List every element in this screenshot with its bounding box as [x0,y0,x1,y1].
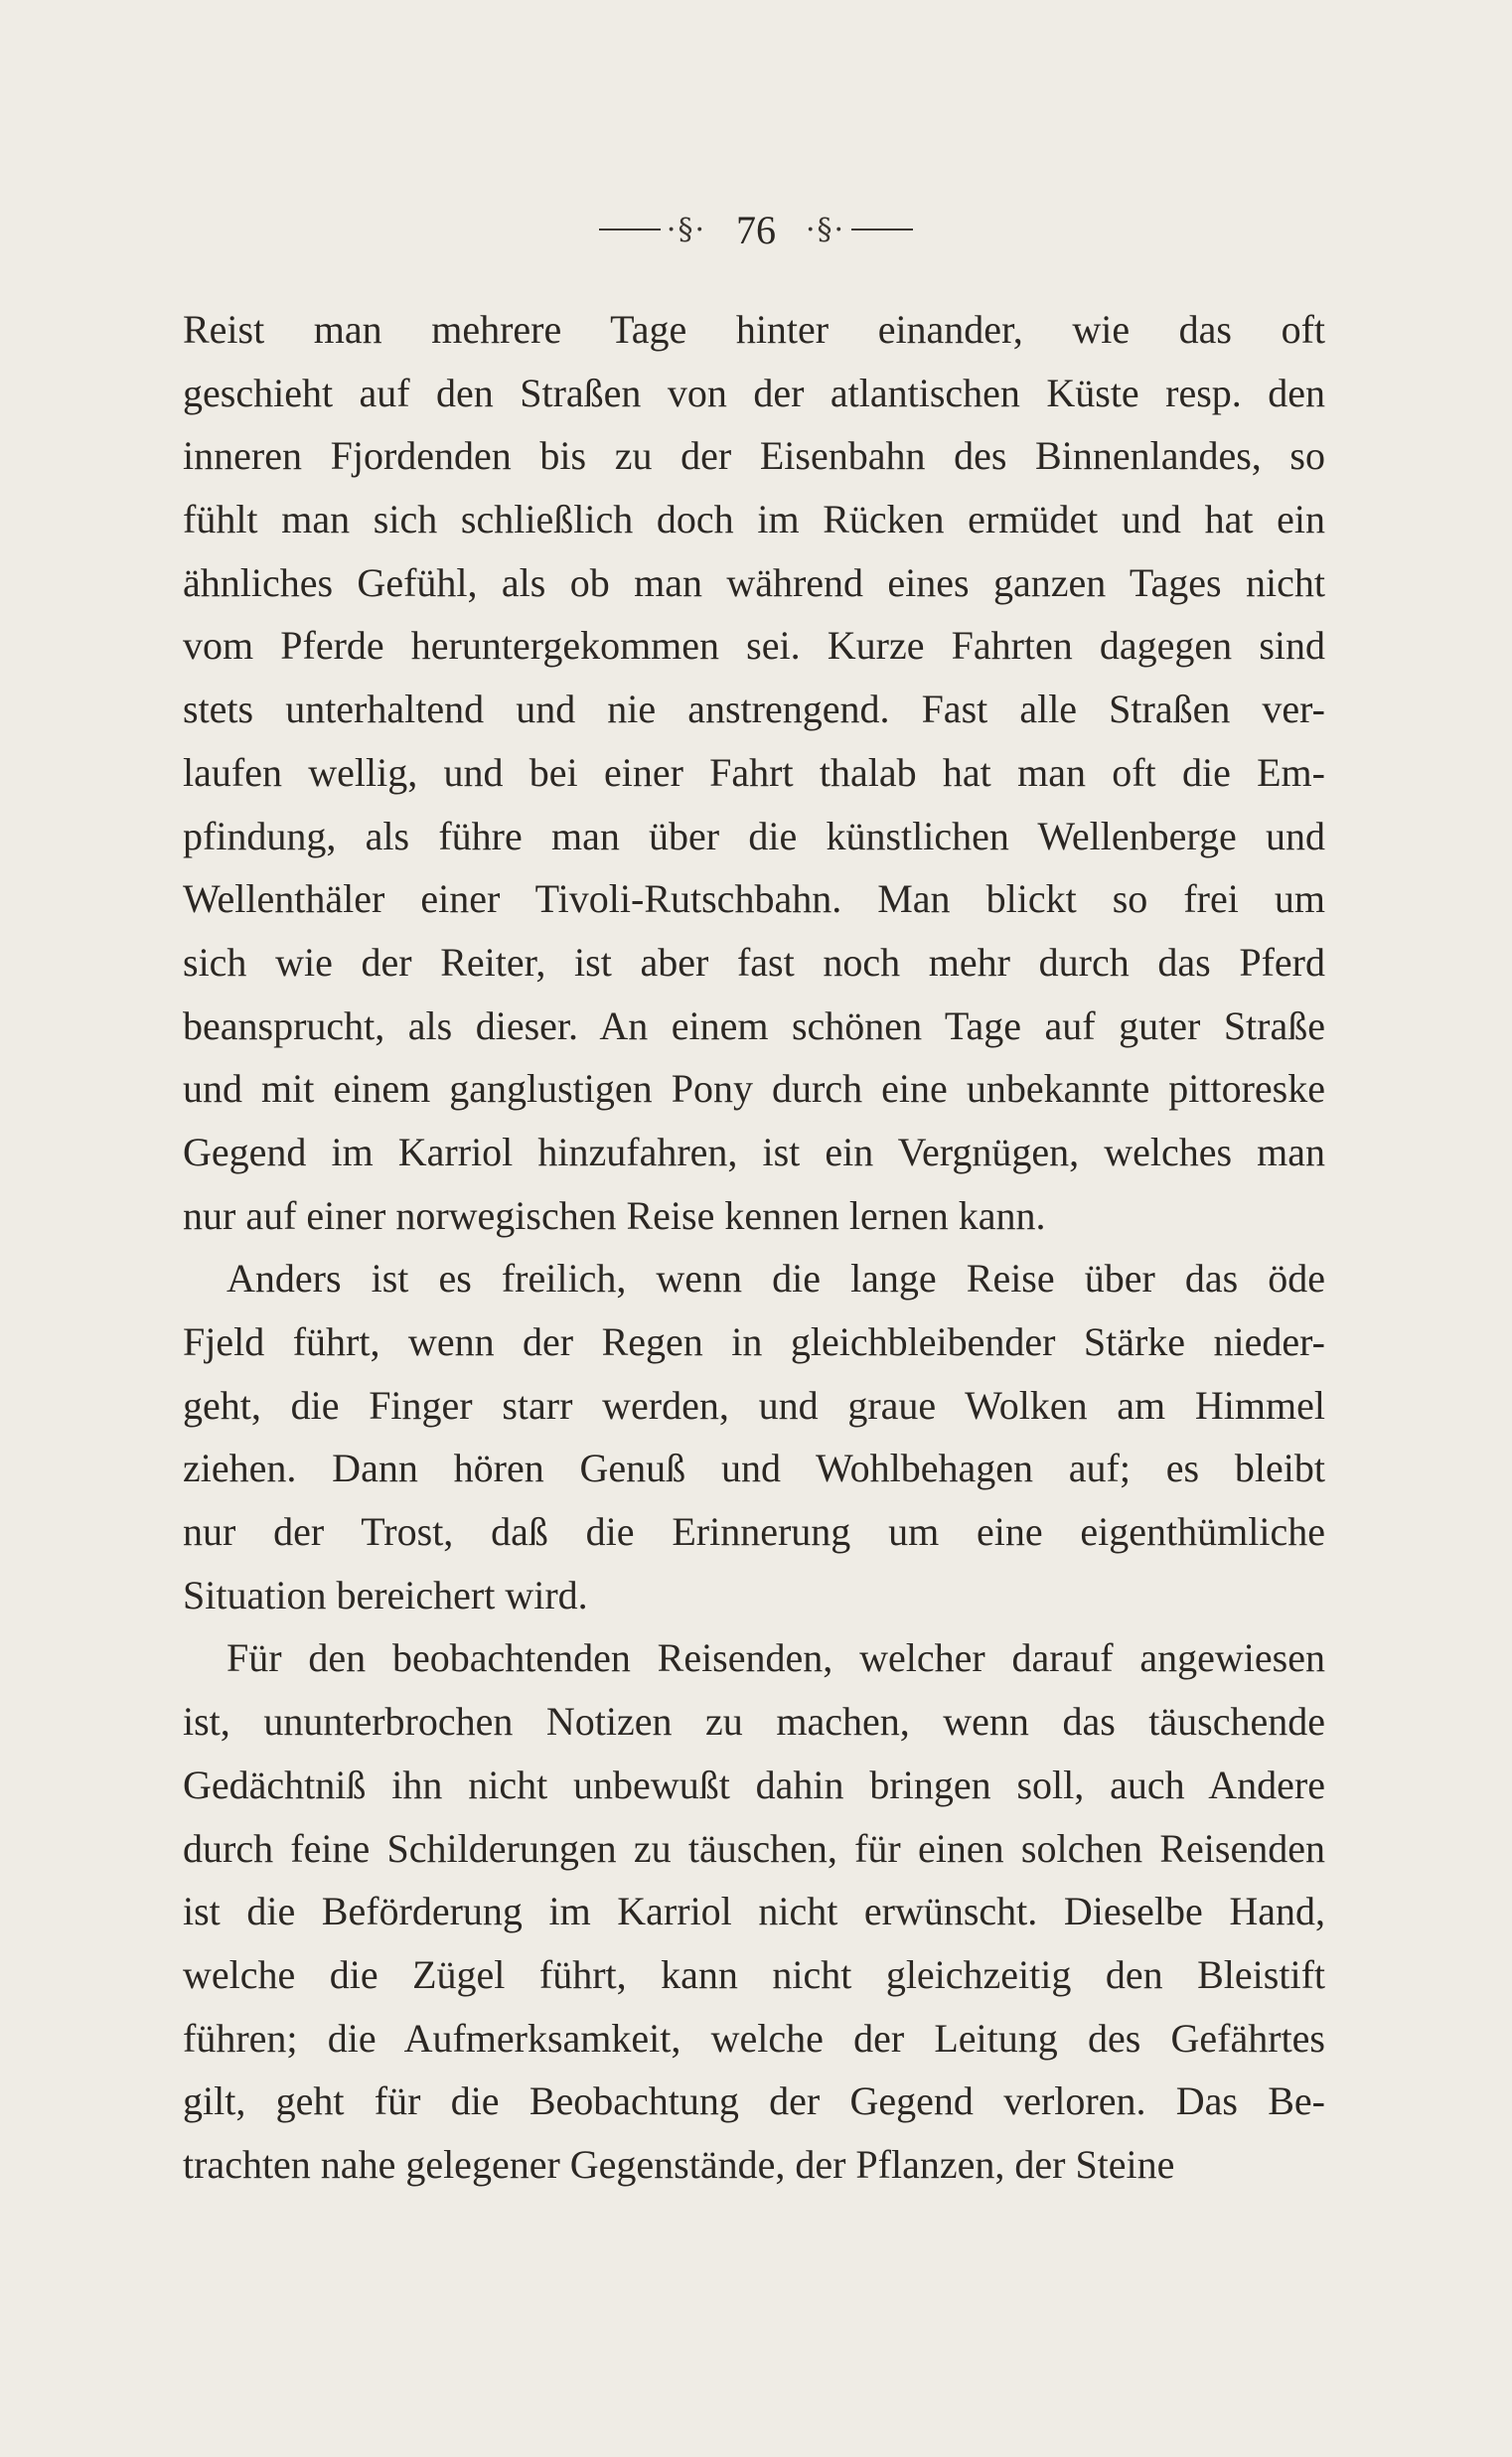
text-line: stets unterhaltend und nie anstrengend. Fast alle Straßen ver- [183,687,1325,732]
text-line: welche die Zügel führt, kann nicht gleichzeitig den Bleistift [183,1951,1325,1997]
text-line: trachten nahe gelegener Gegenstände, der Pflanzen, der Steine [183,2141,1175,2187]
text-line: gilt, geht für die Beobachtung der Gegend verloren. Das Be- [183,2078,1325,2124]
paragraph [183,1626,1325,2196]
text-line: Fjeld führt, wenn der Regen in gleichbleibender Stärke nieder- [183,1319,1325,1364]
text-line: nur auf einer norwegischen Reise kennen lernen kann. [183,1192,1046,1238]
text-line: ziehen. Dann hören Genuß und Wohlbehagen auf; es bleibt [183,1446,1325,1491]
text-line: ähnliches Gefühl, als ob man während eines ganzen Tages nicht [183,559,1325,605]
text-line: Gedächtniß ihn nicht unbewußt dahin bringen soll, auch Andere [183,1762,1325,1807]
text-line: Wellenthäler einer Tivoli-Rutschbahn. Man blickt so frei um [183,876,1325,922]
text-line: vom Pferde heruntergekommen sei. Kurze Fahrten dagegen sind [183,623,1325,669]
text-line: ist, ununterbrochen Notizen zu machen, wenn das täuschende [183,1699,1325,1745]
page-header [0,195,1512,264]
text-line: ist die Beförderung im Karriol nicht erwünscht. Dieselbe Hand, [183,1889,1325,1934]
text-line: Gegend im Karriol hinzufahren, ist ein Vergnügen, welches man [183,1129,1325,1174]
ornament-glyph: ·§· [806,212,846,247]
header-ornament-left [593,213,706,247]
body-text [183,298,1325,2197]
text-line: Situation bereichert wird. [183,1572,588,1617]
text-line: und mit einem ganglustigen Pony durch eine unbekannte pittoreske [183,1066,1325,1112]
text-line: pfindung, als führe man über die künstlichen Wellenberge und [183,813,1325,858]
paragraph [183,1247,1325,1626]
text-line: sich wie der Reiter, ist aber fast noch mehr durch das Pferd [183,939,1325,985]
ornament-rule-icon [599,229,661,230]
ornament-glyph: ·§· [666,212,706,247]
text-line: geht, die Finger starr werden, und graue Wolken am Himmel [183,1382,1325,1428]
text-line: beansprucht, als dieser. An einem schönen Tage auf guter Straße [183,1002,1325,1048]
text-line: inneren Fjordenden bis zu der Eisenbahn des Binnenlandes, so [183,433,1325,479]
header-ornament-right [806,213,919,247]
ornament-rule-icon [851,229,913,230]
text-line: nur der Trost, daß die Erinnerung um eine eigenthümliche [183,1509,1325,1555]
page-number: 76 [736,207,776,252]
text-line: führen; die Aufmerksamkeit, welche der Leitung des Gefährtes [183,2015,1325,2061]
text-line: fühlt man sich schließlich doch im Rücken ermüdet und hat ein [183,497,1325,542]
text-line: laufen wellig, und bei einer Fahrt thalab hat man oft die Em- [183,749,1325,795]
text-line: Anders ist es freilich, wenn die lange Reise über das öde [227,1256,1325,1302]
text-line: Für den beobachtenden Reisenden, welcher darauf angewiesen [227,1635,1325,1681]
text-line: Reist man mehrere Tage hinter einander, wie das oft [183,307,1325,352]
text-line: durch feine Schilderungen zu täuschen, für einen solchen Reisenden [183,1825,1325,1871]
text-line: geschieht auf den Straßen von der atlantischen Küste resp. den [183,370,1325,415]
paragraph [183,298,1325,1247]
